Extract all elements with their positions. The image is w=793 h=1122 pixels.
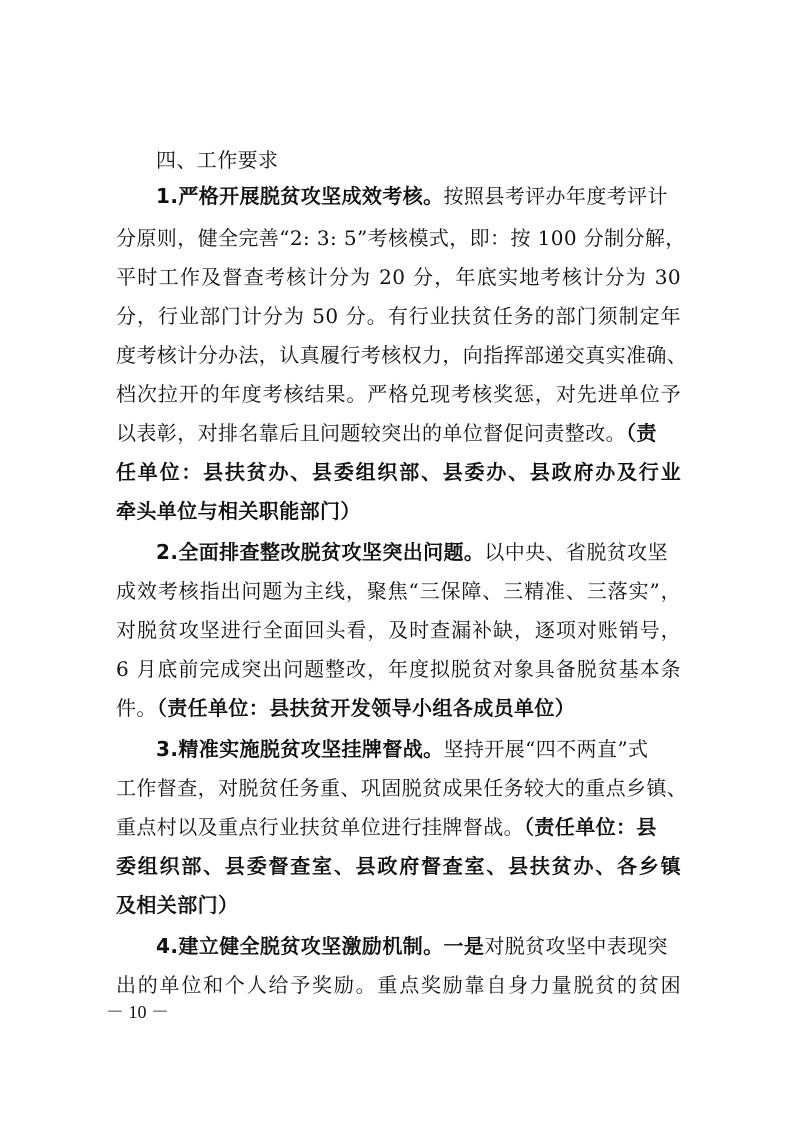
item-1-line-3: 平时工作及督查考核计分为 20 分，年底实地考核计分为 30 <box>116 265 681 289</box>
item-3-responsibility: 委组织部、县委督查室、县政府督查室、县扶贫办、各乡镇 <box>116 854 681 878</box>
item-2-line-2: 成效考核指出问题为主线，聚焦“三保障、三精准、三落实”， <box>116 579 681 603</box>
section-heading: 四、工作要求 <box>156 148 279 172</box>
item-3-first-line <box>156 733 721 765</box>
page-number: － 10 － <box>106 1002 169 1022</box>
item-2-title: 2.全面排查整改脱贫攻坚突出问题。 <box>156 540 485 564</box>
item-1-line-6: 档次拉开的年度考核结果。严格兑现考核奖惩，对先进单位予 <box>116 382 681 406</box>
item-1-responsibility-end: 牵头单位与相关职能部门） <box>116 499 361 523</box>
item-1-title: 1.严格开展脱贫攻坚成效考核。 <box>156 184 444 208</box>
item-3-text-end: 重点村以及重点行业扶贫单位进行挂牌督战。 <box>116 815 524 839</box>
item-3-line-2: 工作督查，对脱贫任务重、巩固脱贫成果任务较大的重点乡镇、 <box>116 776 688 800</box>
item-3-responsibility-end: 及相关部门） <box>116 893 239 917</box>
item-3-line-3 <box>116 811 681 843</box>
item-2-line-3: 对脱贫攻坚进行全面回头看，及时查漏补缺，逐项对账销号， <box>116 618 681 642</box>
item-1-line-4: 分，行业部门计分为 50 分。有行业扶贫任务的部门须制定年 <box>116 304 681 328</box>
item-2-first-line <box>156 536 721 568</box>
item-2-text: 以中央、省脱贫攻坚 <box>484 540 668 564</box>
item-2-line-4: 6 月底前完成突出问题整改，年度拟脱贫对象具备脱贫基本条 <box>116 657 681 681</box>
item-4-emphasis: 一是 <box>443 934 485 958</box>
item-4-text: 对脱贫攻坚中表现突 <box>484 934 668 958</box>
item-1-text-end: 以表彰，对排名靠后且问题较突出的单位督促问责整改。 <box>116 421 626 445</box>
item-3-text: 坚持开展“四不两直”式 <box>443 737 649 761</box>
item-3-title: 3.精准实施脱贫攻坚挂牌督战。 <box>156 737 444 761</box>
item-2-line-5 <box>116 692 681 724</box>
item-4-line-2: 出的单位和个人给予奖励。重点奖励靠自身力量脱贫的贫困 <box>116 973 681 997</box>
item-1-responsibility-start: （责 <box>626 421 657 445</box>
item-1-text: 按照县考评办年度考评计 <box>443 184 668 208</box>
item-4-first-line <box>156 930 721 962</box>
item-2-responsibility: （责任单位：县扶贫开发领导小组各成员单位） <box>156 696 576 720</box>
item-3-responsibility-start: （责任单位：县 <box>524 815 657 839</box>
item-2-text-end: 件。 <box>116 696 157 720</box>
item-1-line-7 <box>116 417 681 449</box>
item-1-line-5: 度考核计分办法，认真履行考核权力，向指挥部递交真实准确、 <box>116 343 688 367</box>
item-1-responsibility: 任单位：县扶贫办、县委组织部、县委办、县政府办及行业 <box>116 460 681 484</box>
item-4-title: 4.建立健全脱贫攻坚激励机制。 <box>156 934 444 958</box>
item-1-first-line <box>156 180 721 212</box>
item-1-line-2: 分原则，健全完善“2: 3: 5”考核模式，即：按 100 分制分解， <box>116 226 686 250</box>
